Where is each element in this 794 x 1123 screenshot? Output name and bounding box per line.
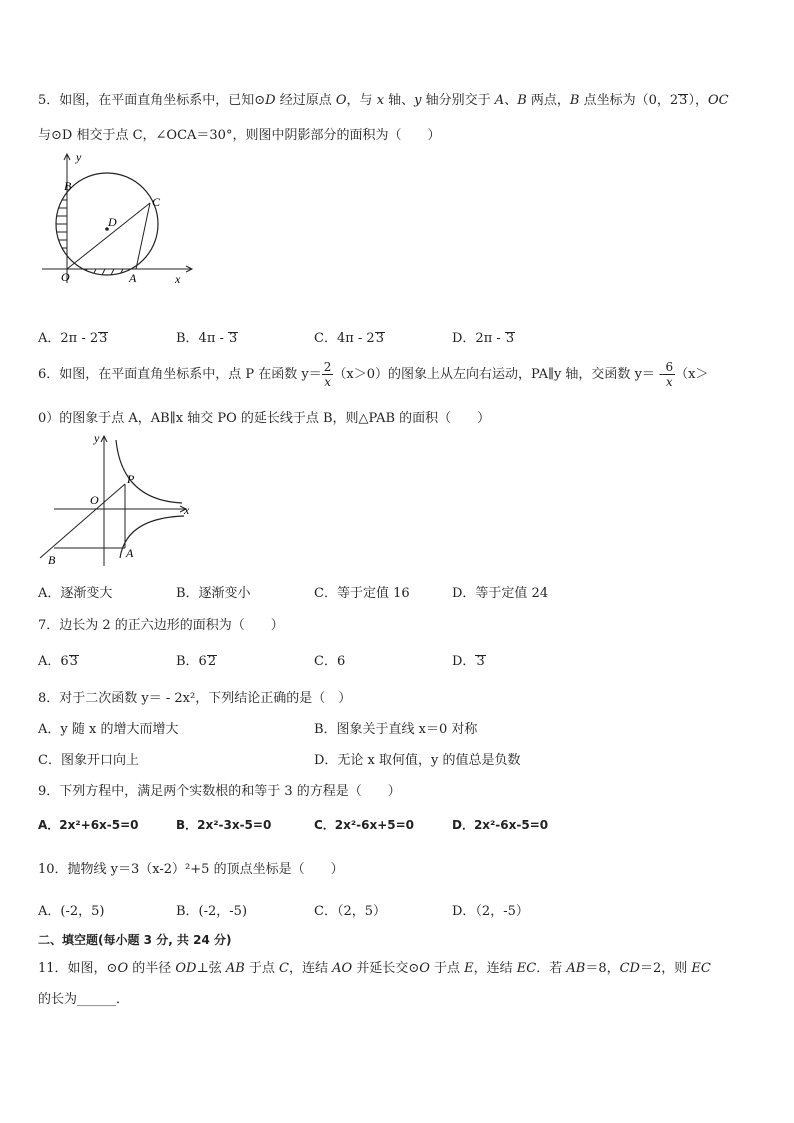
q5-stem-line2: 与⊙D 相交于点 C，∠OCA＝30°，则图中阴影部分的面积为（ ） bbox=[38, 128, 441, 143]
q6-fig-x: x bbox=[184, 503, 190, 517]
q8-option-a[interactable]: A．y 随 x 的增大而增大 bbox=[38, 722, 179, 737]
q6-fig-O: O bbox=[90, 493, 99, 507]
q5-fig-C: C bbox=[152, 195, 161, 209]
q7-stem: 7．边长为 2 的正六边形的面积为（ ） bbox=[38, 618, 284, 633]
q11-stem-line2: 的长为______． bbox=[38, 992, 130, 1007]
q6-stem-line1: 6．如图，在平面直角坐标系中，点 P 在函数 y＝ $\frac{2}{x}$ （x＞0）的图象上从左向右运动，PA∥y 轴，交函数 y＝ - $\frac{6}{x}$ （x＞ bbox=[38, 360, 709, 389]
q8-option-c[interactable]: C．图象开口向上 bbox=[38, 753, 139, 768]
q5-fig-D: D bbox=[108, 215, 117, 229]
q9-stem: 9．下列方程中，满足两个实数根的和等于 3 的方程是（ ） bbox=[38, 784, 401, 799]
q6-option-a[interactable]: A．逐渐变大 bbox=[38, 586, 113, 601]
q6-fig-y: y bbox=[94, 431, 100, 445]
q6-fraction-6-over-x: $\frac{6}{x}$ bbox=[665, 360, 674, 389]
q5-fig-x: x bbox=[175, 272, 181, 286]
q11-stem-line1: 11．如图，⊙O 的半径 OD⊥弦 AB 于点 C，连结 AO 并延长交⊙O 于点 E，连结 EC．若 AB＝8，CD＝2，则 EC bbox=[38, 961, 711, 976]
q9-option-b[interactable]: B．2x²-3x-5=0 bbox=[176, 818, 272, 832]
q9-option-c[interactable]: C．2x²-6x+5=0 bbox=[314, 818, 415, 832]
q6-option-b[interactable]: B．逐渐变小 bbox=[176, 586, 251, 601]
q10-option-c[interactable]: C．（2，5） bbox=[314, 904, 386, 919]
q6-figure bbox=[34, 430, 199, 570]
q8-option-d[interactable]: D．无论 x 取何值，y 的值总是负数 bbox=[314, 753, 521, 768]
q5-option-c[interactable]: C．4π - 23 bbox=[314, 331, 384, 346]
q6-fig-A: A bbox=[126, 546, 134, 560]
q5-option-b[interactable]: B．4π - 3 bbox=[176, 331, 238, 346]
q5-stem-line1: 5．如图，在平面直角坐标系中，已知⊙D 经过原点 O，与 x 轴、y 轴分别交于 A、B 两点，B 点坐标为（0，23），OC bbox=[38, 93, 729, 108]
q7-option-d[interactable]: D．3 bbox=[452, 654, 485, 669]
q6-option-c[interactable]: C．等于定值 16 bbox=[314, 586, 410, 601]
q10-option-d[interactable]: D．（2，-5） bbox=[452, 904, 529, 919]
q5-fig-B: B bbox=[64, 179, 72, 193]
q6-stem-line2: 0）的图象于点 A，AB∥x 轴交 PO 的延长线于点 B，则△PAB 的面积（ ） bbox=[38, 411, 491, 426]
q7-option-a[interactable]: A．63 bbox=[38, 654, 78, 669]
q10-option-a[interactable]: A．(-2，5) bbox=[38, 904, 105, 919]
q10-option-b[interactable]: B．(-2，-5) bbox=[176, 904, 248, 919]
q8-option-b[interactable]: B．图象关于直线 x＝0 对称 bbox=[314, 722, 478, 737]
q7-option-c[interactable]: C．6 bbox=[314, 654, 346, 669]
q5-figure bbox=[34, 148, 199, 288]
q5-option-a[interactable]: A．2π - 23 bbox=[38, 331, 108, 346]
q9-option-a[interactable]: A．2x²+6x-5=0 bbox=[38, 818, 139, 832]
q5-option-d[interactable]: D．2π - 3 bbox=[452, 331, 515, 346]
q10-stem: 10．抛物线 y＝3（x-2）²+5 的顶点坐标是（ ） bbox=[38, 862, 344, 877]
q5-fig-y: y bbox=[76, 150, 82, 164]
q6-fraction-2-over-x: $\frac{2}{x}$ bbox=[323, 360, 332, 389]
q5-fig-O: O bbox=[61, 270, 70, 284]
q6-fig-B: B bbox=[48, 553, 56, 567]
q5-fig-A: A bbox=[129, 271, 137, 285]
q8-stem: 8．对于二次函数 y＝ - 2x²，下列结论正确的是（ ） bbox=[38, 691, 352, 706]
q9-option-d[interactable]: D．2x²-6x-5=0 bbox=[452, 818, 549, 832]
section-title-fill-in: 二、填空题(每小题 3 分, 共 24 分) bbox=[38, 933, 232, 947]
q6-fig-P: P bbox=[127, 472, 135, 486]
q6-option-d[interactable]: D．等于定值 24 bbox=[452, 586, 549, 601]
q7-option-b[interactable]: B．62 bbox=[176, 654, 217, 669]
